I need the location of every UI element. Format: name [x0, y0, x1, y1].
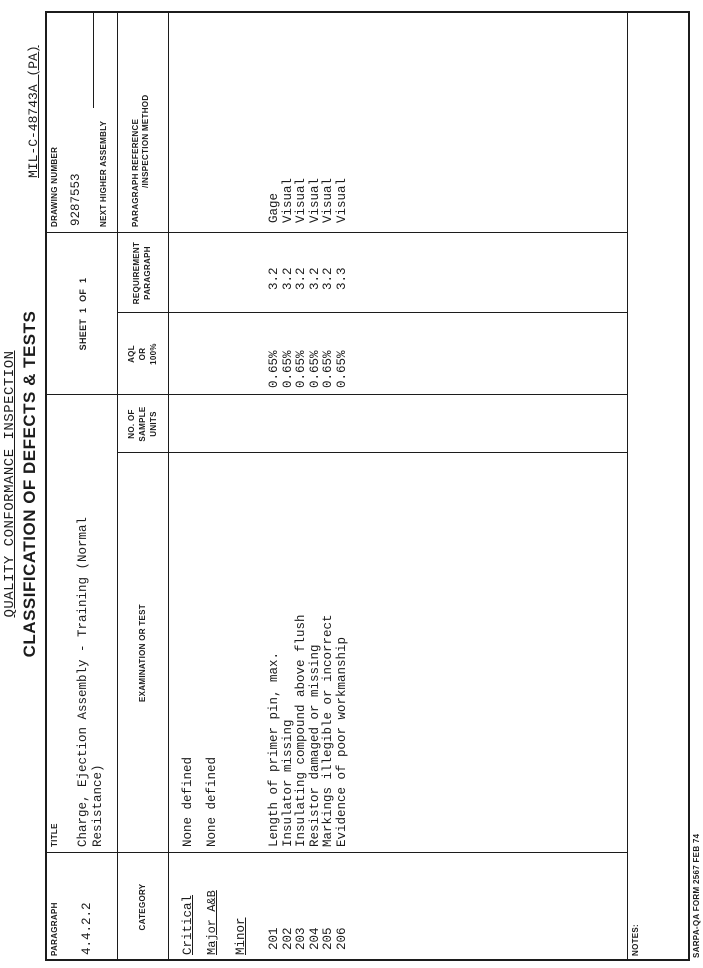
header-sample-line-3: UNITS: [149, 411, 158, 437]
defect-method: Visual: [280, 177, 295, 223]
defect-code: 204: [307, 927, 322, 950]
divider-row-info: [117, 11, 118, 961]
defect-requirement: 3.2: [280, 267, 295, 290]
label-paragraph: PARAGRAPH: [50, 902, 59, 956]
defect-description: Markings illegible or incorrect: [321, 614, 335, 847]
defect-aql: 0.65%: [267, 350, 281, 388]
defect-requirement: 3.3: [334, 267, 349, 290]
header-sample-units: [126, 395, 159, 453]
defect-method: Visual: [334, 177, 349, 223]
defect-method: Gage: [267, 192, 281, 223]
divider-row-notes: [627, 11, 628, 961]
defect-method: Visual: [321, 177, 335, 223]
defect-method: Visual: [307, 177, 322, 223]
header-category: CATEGORY: [138, 883, 147, 931]
defect-aql: 0.65%: [334, 350, 349, 388]
defect-aql: 0.65%: [294, 350, 308, 388]
defect-description: Length of primer pin, max.: [267, 651, 281, 847]
header-aql: [126, 313, 159, 395]
header-requirement: [131, 233, 153, 313]
defect-code: 203: [294, 927, 308, 950]
label-next-higher-assembly: NEXT HIGHER ASSEMBLY: [99, 120, 108, 227]
drawing-number-value: 9287553: [69, 173, 83, 226]
defect-code: 202: [280, 927, 295, 950]
heading-quality-conformance: QUALITY CONFORMANCE INSPECTION: [2, 350, 18, 618]
critical-text: None defined: [181, 756, 195, 847]
paragraph-value: 4.4.2.2: [80, 902, 94, 955]
col-divider-examination: [117, 452, 627, 453]
header-aql-line-1: AQL: [127, 345, 136, 363]
title-line-2: Resistance): [91, 764, 105, 847]
defect-aql: 0.65%: [307, 350, 322, 388]
defect-description: Insulating compound above flush: [294, 614, 308, 847]
sheet-indicator: SHEET 1 OF 1: [78, 277, 88, 351]
defect-description: Resistor damaged or missing: [307, 644, 322, 847]
category-critical: Critical: [181, 894, 195, 955]
defect-aql: 0.65%: [321, 350, 335, 388]
defect-requirement: 3.2: [294, 267, 308, 290]
defect-method: Visual: [294, 177, 308, 223]
col-divider-aql: [117, 312, 627, 313]
label-title: TITLE: [50, 823, 59, 847]
header-inspection-method: /INSPECTION METHOD: [141, 94, 150, 188]
header-aql-line-2: OR: [138, 347, 147, 361]
major-text: None defined: [205, 756, 219, 847]
divider-drawing: [93, 11, 94, 108]
category-major: Major A&B: [205, 890, 219, 955]
defect-requirement: 3.2: [307, 267, 322, 290]
header-sample-line-1: NO. OF: [127, 409, 136, 439]
defect-requirement: 3.2: [321, 267, 335, 290]
defect-code: 206: [334, 927, 349, 950]
heading-classification: CLASSIFICATION OF DEFECTS & TESTS: [20, 310, 39, 658]
header-req-line-2: PARAGRAPH: [143, 246, 152, 300]
title-line-1: Charge, Ejection Assembly - Training (Normal: [76, 516, 90, 847]
label-notes: NOTES:: [631, 923, 640, 956]
label-drawing-number: DRAWING NUMBER: [50, 146, 59, 227]
divider-row-header: [168, 11, 169, 961]
col-divider-category: [45, 852, 627, 853]
defect-description: Insulator missing: [280, 719, 295, 847]
defect-code: 201: [267, 927, 281, 950]
defect-aql: 0.65%: [280, 350, 295, 388]
header-paragraph-reference: PARAGRAPH REFERENCE: [131, 118, 140, 227]
header-examination: EXAMINATION OR TEST: [138, 604, 147, 702]
defect-requirement: 3.2: [267, 267, 281, 290]
defect-code: 205: [321, 927, 335, 950]
header-sample-line-2: SAMPLE: [138, 406, 147, 442]
header-aql-line-3: 100%: [149, 343, 158, 365]
spec-number: MIL-C-48743A (PA): [26, 45, 41, 178]
category-minor: Minor: [234, 917, 248, 955]
form-number: SARPA-QA FORM 2567 FEB 74: [692, 833, 701, 958]
header-req-line-1: REQUIREMENT: [132, 241, 141, 305]
defect-description: Evidence of poor workmanship: [334, 636, 349, 847]
